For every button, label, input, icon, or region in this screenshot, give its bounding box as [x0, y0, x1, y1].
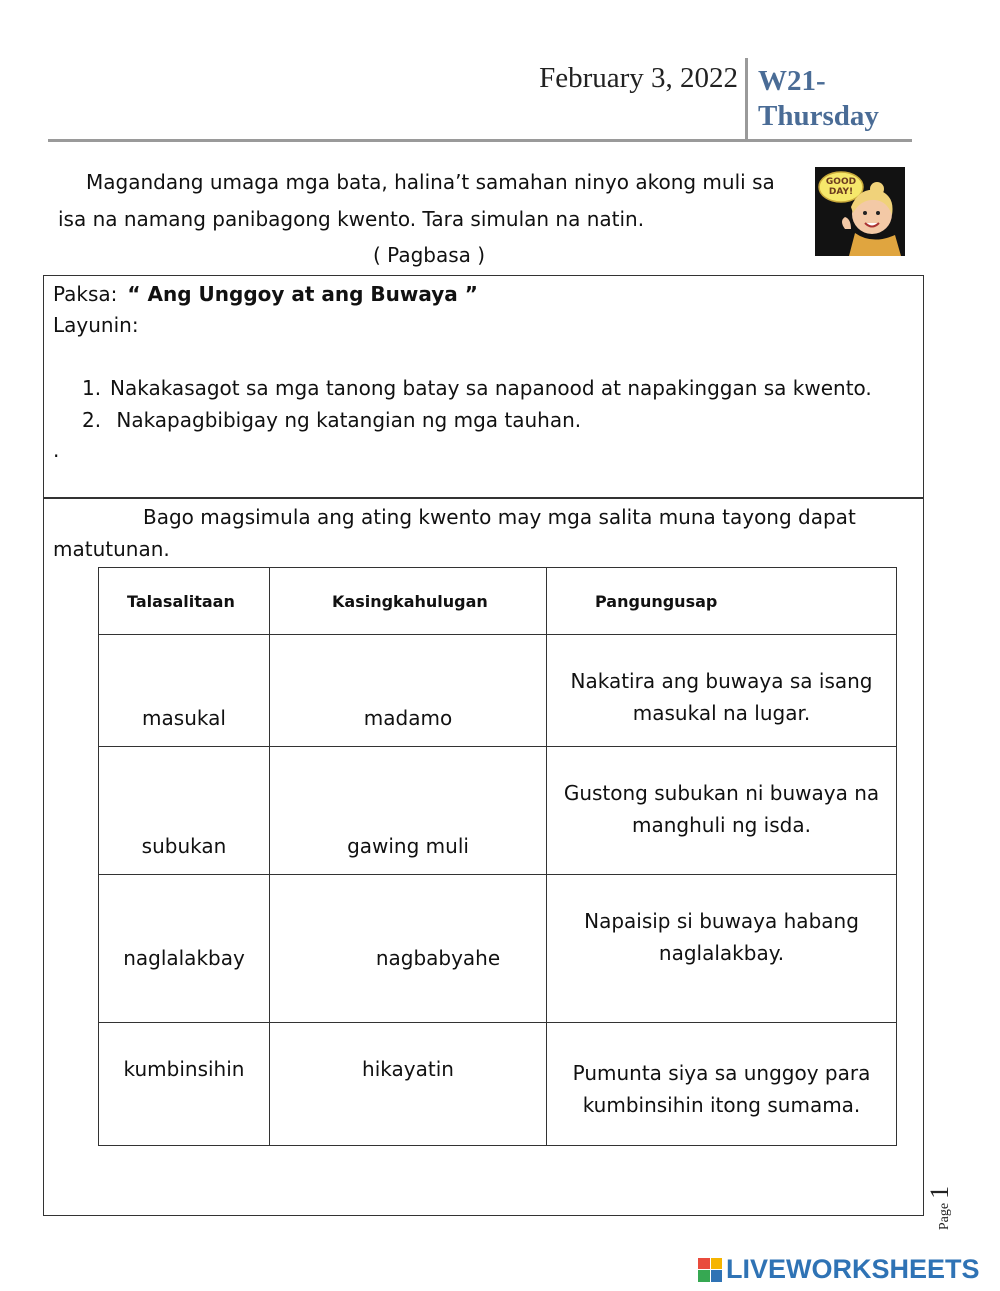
table-row: [99, 875, 897, 1023]
sentence-cell: Napaisip si buwaya habang naglalakbay.: [547, 875, 897, 1023]
header-pangungusap: Pangungusap: [547, 568, 897, 635]
objective-2: [82, 408, 581, 432]
liveworksheets-logo-icon: [698, 1258, 722, 1282]
word-cell: kumbinsihin: [99, 1023, 270, 1146]
good-day-image: [815, 167, 905, 256]
word-cell: masukal: [99, 635, 270, 747]
sentence-cell: Pumunta siya sa unggoy para kumbinsihin itong sumama.: [547, 1023, 897, 1146]
trailing-dot: .: [53, 438, 60, 462]
word-cell: subukan: [99, 747, 270, 875]
paksa: [53, 282, 478, 306]
good-day-illustration: [815, 167, 905, 256]
header-rule: [48, 139, 912, 142]
objective-number: 1.: [82, 376, 102, 400]
greeting-line-1: Magandang umaga mga bata, halina’t samahan ninyo akong muli sa: [86, 170, 775, 194]
vocab-intro-line-1: Bago magsimula ang ating kwento may mga salita muna tayong dapat: [143, 505, 856, 529]
layunin-label: Layunin:: [53, 313, 139, 337]
date: February 3, 2022: [539, 62, 738, 94]
meaning-cell: gawing muli: [270, 747, 547, 875]
objective-text: Nakapagbibigay ng katangian ng mga tauhan.: [110, 408, 582, 432]
page-label: Page: [937, 1202, 952, 1231]
word-cell: naglalakbay: [99, 875, 270, 1023]
objective-number: 2.: [82, 408, 102, 432]
meaning-cell: hikayatin: [270, 1023, 547, 1146]
table-row: [99, 747, 897, 875]
page-number-value: 1: [925, 1185, 954, 1199]
header-kasingkahulugan: Kasingkahulugan: [270, 568, 547, 635]
header-talasalitaan: Talasalitaan: [99, 568, 270, 635]
sentence-cell: Nakatira ang buwaya sa isang masukal na lugar.: [547, 635, 897, 747]
svg-text:GOOD: GOOD: [825, 177, 857, 187]
greeting-line-2: isa na namang panibagong kwento. Tara simulan na natin.: [58, 207, 645, 231]
paksa-label: Paksa:: [53, 282, 118, 306]
table-row: [99, 635, 897, 747]
brand-name: LIVEWORKSHEETS: [726, 1254, 980, 1284]
vocab-intro-line-2: matutunan.: [53, 537, 170, 561]
vocabulary-table: [98, 567, 897, 1146]
objective-text: Nakakasagot sa mga tanong batay sa napanood at napakinggan sa kwento.: [110, 376, 872, 400]
meaning-cell: madamo: [270, 635, 547, 747]
liveworksheets-brand[interactable]: [698, 1254, 980, 1285]
story-title: “ Ang Unggoy at ang Buwaya ”: [127, 282, 478, 306]
table-header-row: [99, 568, 897, 635]
table-row: [99, 1023, 897, 1146]
pagbasa-label: ( Pagbasa ): [373, 243, 486, 267]
meaning-cell: nagbabyahe: [270, 875, 547, 1023]
objective-1: [82, 376, 872, 400]
page-number: [925, 1173, 981, 1243]
week-label: [758, 64, 918, 134]
lesson-divider: [43, 497, 924, 499]
week-line-2: Thursday: [758, 100, 879, 132]
svg-text:DAY!: DAY!: [828, 187, 854, 197]
week-line-1: W21-: [758, 65, 826, 97]
header-divider: [745, 58, 748, 140]
sentence-cell: Gustong subukan ni buwaya na manghuli ng isda.: [547, 747, 897, 875]
